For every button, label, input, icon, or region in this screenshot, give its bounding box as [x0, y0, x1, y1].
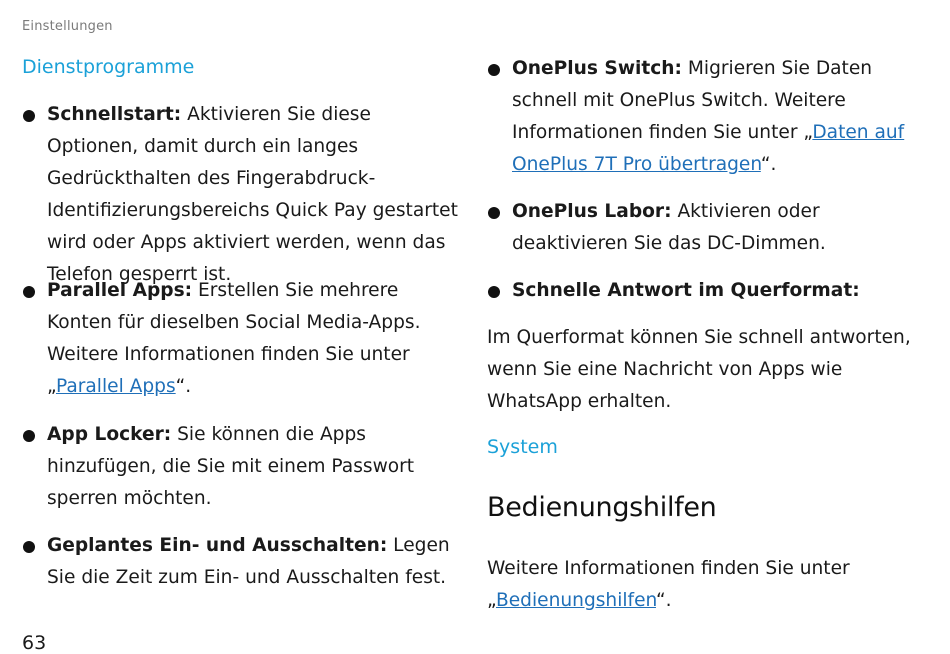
- section-title-system: System: [487, 436, 558, 458]
- bullet-icon: [23, 286, 35, 298]
- paragraph-weitere-informationen: [487, 553, 932, 617]
- item-text: Erstellen Sie mehrere Konten für dieselben Social Media-Apps. Weitere Informationen finden Sie unter: [47, 280, 421, 365]
- section-title-dienstprogramme: Dienstprogramme: [22, 56, 195, 78]
- item-label: App Locker:: [47, 424, 172, 445]
- list-item-schnelle-antwort: [487, 275, 932, 307]
- list-item-schnellstart: [22, 99, 462, 291]
- quote-open: „: [47, 376, 56, 397]
- link-parallel-apps[interactable]: Parallel Apps: [55, 376, 176, 397]
- item-label: Geplantes Ein- und Ausschalten:: [47, 535, 388, 556]
- bullet-icon: [23, 430, 35, 442]
- item-label: Schnellstart:: [47, 104, 182, 125]
- paragraph-querformat: Im Querformat können Sie schnell antworten, wenn Sie eine Nachricht von Apps wie WhatsApp erhalten.: [487, 327, 911, 412]
- quote-close: “.: [175, 376, 192, 397]
- bullet-icon: [23, 110, 35, 122]
- page-header: Einstellungen: [22, 19, 113, 34]
- page-title-bedienungshilfen: Bedienungshilfen: [487, 492, 717, 523]
- item-label: Parallel Apps:: [47, 280, 193, 301]
- item-text: Sie können die Apps hinzufügen, die Sie mit einem Passwort sperren möchten.: [47, 424, 415, 509]
- bullet-icon: [23, 541, 35, 553]
- list-item-parallel-apps: [22, 275, 462, 403]
- quote-close: “.: [655, 590, 672, 611]
- list-item-app-locker: [22, 419, 462, 515]
- item-text: Legen Sie die Zeit zum Ein- und Ausschalten fest.: [47, 535, 450, 588]
- bullet-icon: [488, 207, 500, 219]
- item-label: OnePlus Switch:: [512, 58, 682, 79]
- page-number: 63: [22, 632, 47, 654]
- item-label: Schnelle Antwort im Querformat:: [512, 280, 860, 301]
- quote-open: „: [487, 590, 496, 611]
- item-text: Aktivieren Sie diese Optionen, damit durch ein langes Gedrückthalten des Fingerabdruck-Identifizierungsbereichs Quick Pay gestartet wird oder Apps aktiviert werden, wenn das Telefon gesperrt ist.: [47, 104, 458, 285]
- item-text: Aktivieren oder deaktivieren Sie das DC-Dimmen.: [512, 201, 826, 254]
- item-text: Migrieren Sie Daten schnell mit OnePlus Switch. Weitere Informationen finden Sie unter: [512, 58, 873, 143]
- list-item-oneplus-labor: [487, 196, 932, 260]
- link-bedienungshilfen[interactable]: Bedienungshilfen: [495, 590, 656, 611]
- quote-close: “.: [760, 154, 777, 175]
- bullet-icon: [488, 64, 500, 76]
- bullet-icon: [488, 286, 500, 298]
- item-label: OnePlus Labor:: [512, 201, 672, 222]
- list-item-oneplus-switch: [487, 53, 932, 181]
- list-item-geplantes-ein-ausschalten: [22, 530, 462, 594]
- quote-open: „: [803, 122, 813, 143]
- closing-text: Weitere Informationen finden Sie unter: [487, 558, 850, 579]
- link-daten-uebertragen[interactable]: Daten auf OnePlus 7T Pro übertragen: [512, 122, 905, 175]
